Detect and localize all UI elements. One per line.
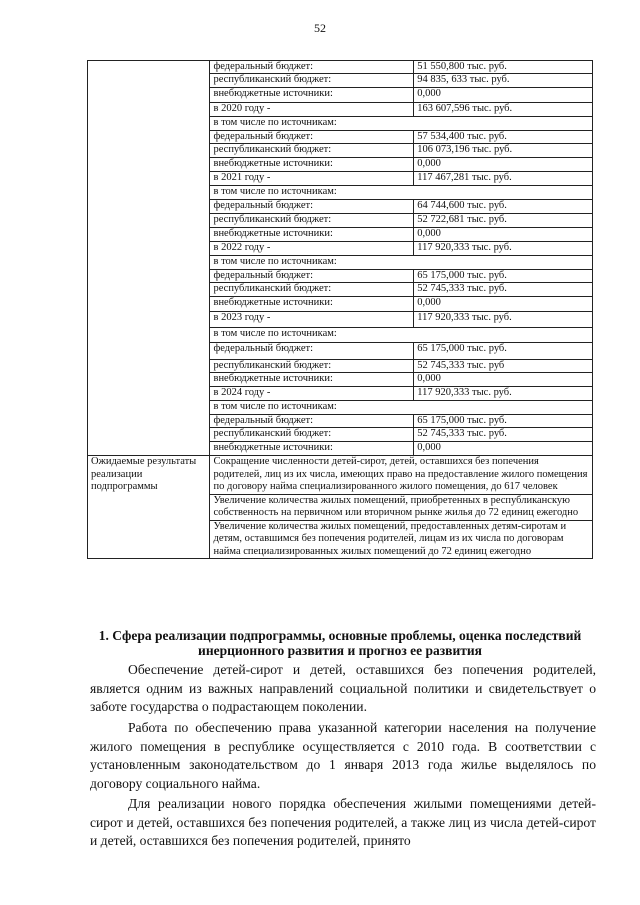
budget-amount: 51 550,800 тыс. руб. [414,61,593,74]
section-heading: 1. Сфера реализации подпрограммы, основные проблемы, оценка последствий инерционного развития и прогноз ее развития [98,628,582,658]
budget-source-label: внебюджетные источники: [210,373,414,387]
result-text: Увеличение количества жилых помещений, приобретенных в республиканскую собственность на первичном или вторичном рынке жилья до 72 единиц ежегодно [210,494,593,520]
budget-subheading: в том числе по источникам: [210,186,593,200]
budget-amount: 0,000 [414,297,593,312]
budget-source-label: в 2020 году - [210,103,414,117]
budget-amount: 52 722,681 тыс. руб. [414,214,593,228]
budget-amount: 163 607,596 тыс. руб. [414,103,593,117]
budget-amount: 57 534,400 тыс. руб. [414,131,593,144]
budget-amount: 0,000 [414,442,593,456]
budget-source-label: в 2023 году - [210,312,414,328]
budget-amount: 117 920,333 тыс. руб. [414,312,593,328]
budget-amount: 0,000 [414,88,593,103]
budget-amount: 65 175,000 тыс. руб. [414,343,593,360]
budget-source-label: внебюджетные источники: [210,297,414,312]
paragraph-3 [90,795,596,851]
budget-source-label: в 2021 году - [210,172,414,186]
budget-amount: 65 175,000 тыс. руб. [414,415,593,428]
results-label: Ожидаемые результаты реализации подпрограммы [88,456,210,559]
budget-source-label: республиканский бюджет: [210,428,414,442]
financing-label-cell [88,61,210,456]
result-row [88,456,593,495]
budget-amount: 52 745,333 тыс. руб [414,360,593,373]
paragraph-2-text: Работа по обеспечению права указанной категории населения на получение жилого помещения в республике осуществляется с 2010 года. В соответствии с установленным законодательством до 1 января 2013 года жилье выделялось по договору социального найма. [90,720,596,791]
budget-source-label: федеральный бюджет: [210,270,414,283]
paragraph-1 [90,661,596,717]
budget-subheading: в том числе по источникам: [210,328,593,343]
page-number: 52 [314,21,326,35]
budget-row [88,61,593,74]
budget-source-label: внебюджетные источники: [210,88,414,103]
budget-source-label: федеральный бюджет: [210,61,414,74]
budget-amount: 117 467,281 тыс. руб. [414,172,593,186]
paragraph-3-text: Для реализации нового порядка обеспечения жилыми помещениями детей-сирот и детей, оставшихся без попечения родителей, а также лиц из числа детей-сирот и детей, оставшихся без попечения родителей, принято [90,796,596,849]
budget-source-label: в 2022 году - [210,242,414,256]
paragraph-1-text: Обеспечение детей-сирот и детей, оставшихся без попечения родителей, является одним из важных направлений социальной политики и свидетельствует о заботе государства о подрастающем поколении. [90,662,596,715]
budget-amount: 52 745,333 тыс. руб. [414,283,593,297]
budget-source-label: федеральный бюджет: [210,200,414,214]
budget-amount: 0,000 [414,158,593,172]
result-text: Увеличение количества жилых помещений, предоставленных детям-сиротам и детям, оставшимся без попечения родителей, лицам из их числа по договорам найма специализированных жилых помещений до 72 единиц ежегодно [210,520,593,559]
budget-source-label: внебюджетные источники: [210,228,414,242]
budget-amount: 117 920,333 тыс. руб. [414,242,593,256]
budget-table [87,60,593,559]
budget-source-label: федеральный бюджет: [210,343,414,360]
budget-source-label: внебюджетные источники: [210,442,414,456]
budget-amount: 65 175,000 тыс. руб. [414,270,593,283]
budget-amount: 64 744,600 тыс. руб. [414,200,593,214]
paragraph-2 [90,719,596,793]
result-text: Сокращение численности детей-сирот, детей, оставшихся без попечения родителей, лиц из их числа, имеющих право на предоставление жилого помещения по договору найма специализированного жилого помещения, до 617 человек [210,456,593,495]
budget-subheading: в том числе по источникам: [210,256,593,270]
budget-table-body [88,61,593,559]
budget-subheading: в том числе по источникам: [210,117,593,131]
budget-amount: 0,000 [414,373,593,387]
budget-amount: 52 745,333 тыс. руб. [414,428,593,442]
budget-source-label: республиканский бюджет: [210,214,414,228]
budget-amount: 0,000 [414,228,593,242]
budget-subheading: в том числе по источникам: [210,401,593,415]
budget-amount: 117 920,333 тыс. руб. [414,387,593,401]
budget-source-label: федеральный бюджет: [210,415,414,428]
budget-source-label: федеральный бюджет: [210,131,414,144]
budget-source-label: в 2024 году - [210,387,414,401]
budget-amount: 94 835, 633 тыс. руб. [414,74,593,88]
budget-source-label: республиканский бюджет: [210,360,414,373]
budget-source-label: республиканский бюджет: [210,144,414,158]
budget-source-label: республиканский бюджет: [210,283,414,297]
budget-source-label: внебюджетные источники: [210,158,414,172]
budget-source-label: республиканский бюджет: [210,74,414,88]
budget-amount: 106 073,196 тыс. руб. [414,144,593,158]
